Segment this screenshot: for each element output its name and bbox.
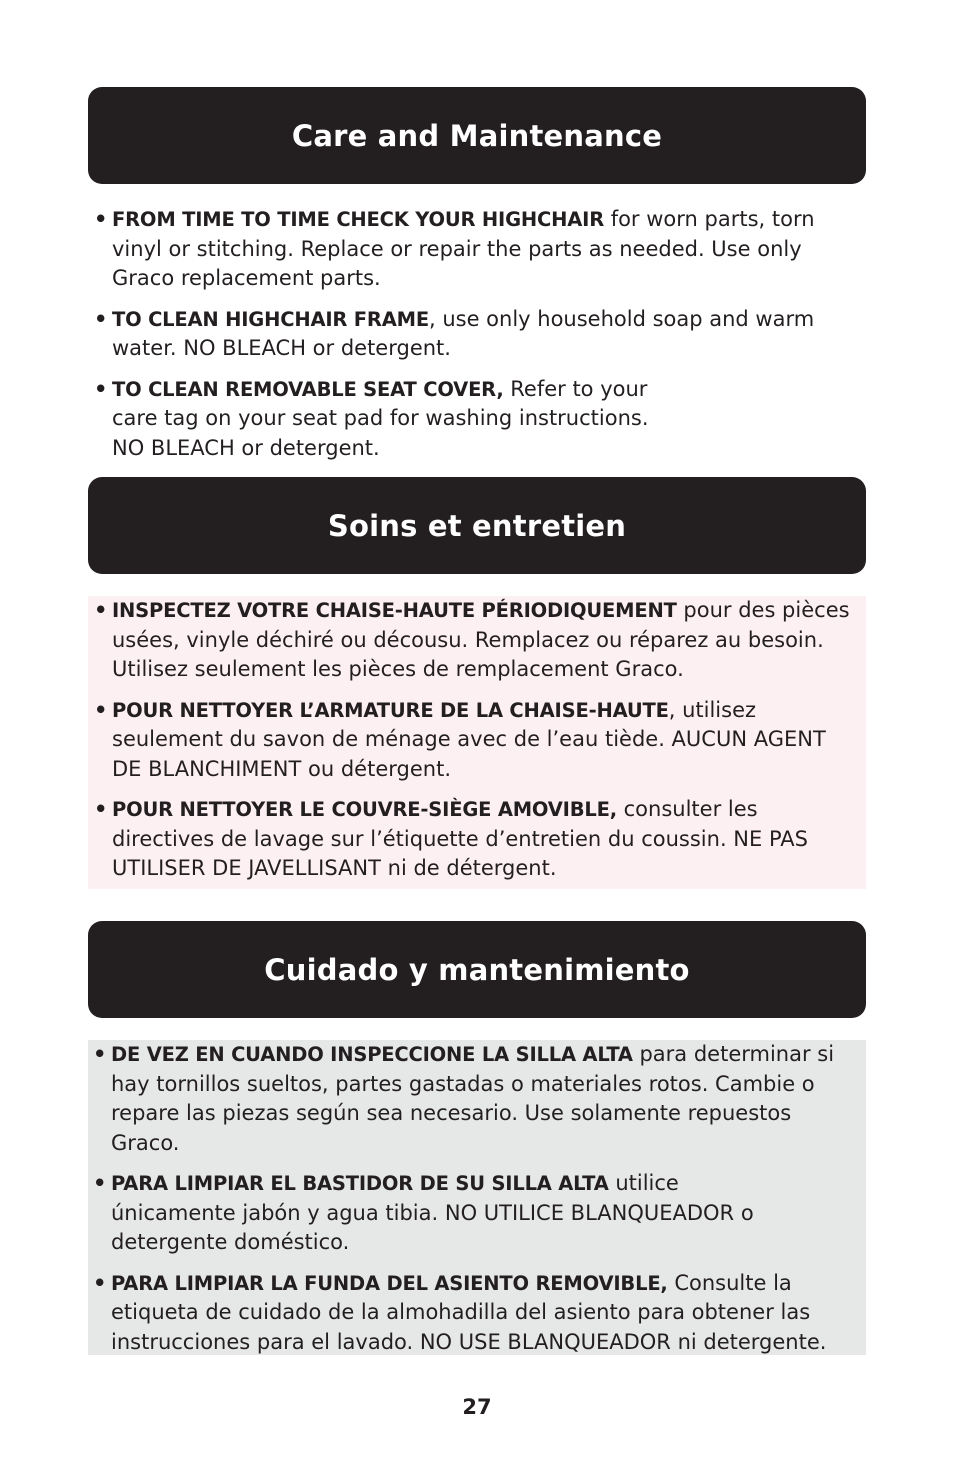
section-heading: Care and Maintenance (291, 118, 663, 153)
item-lead: PARA LIMPIAR LA FUNDA DEL ASIENTO REMOVIBLE, (111, 1271, 668, 1295)
bullet: • (94, 797, 108, 821)
soins-entretien-header (88, 477, 866, 574)
bullet: • (94, 306, 108, 331)
item-text: pour des pièces usées, vinyle déchiré ou décousu. Remplacez ou réparez au besoin. Utilisez seulement les pièces de remplacement Graco. (112, 598, 850, 681)
item-lead: POUR NETTOYER L’ARMATURE DE LA CHAISE-HAUTE (112, 698, 669, 722)
section-heading: Cuidado y mantenimiento (264, 952, 690, 987)
list-item (91, 205, 846, 294)
item-text: para determinar si hay tornillos sueltos, partes gastadas o materiales rotos. Cambie o repare las piezas según sea necesario. Use solamente repuestos Graco. (111, 1042, 835, 1155)
cuidado-mantenimiento-section (88, 1040, 866, 1355)
item-lead: POUR NETTOYER LE COUVRE-SIÈGE AMOVIBLE, (112, 798, 617, 821)
list-item (90, 1169, 856, 1258)
item-lead: TO CLEAN REMOVABLE SEAT COVER, (112, 377, 504, 401)
list-item (91, 305, 846, 364)
bullet: • (94, 376, 108, 401)
section-heading: Soins et entretien (327, 508, 627, 543)
bullet: • (94, 598, 108, 622)
soins-entretien-section (88, 596, 866, 889)
page-number: 27 (462, 1395, 492, 1419)
item-text: utilice únicamente jabón y agua tibia. NO UTILICE BLANQUEADOR o detergente doméstico. (111, 1171, 754, 1254)
list-item (91, 696, 854, 785)
list-item (91, 375, 846, 464)
item-text: Refer to your care tag on your seat pad for washing instructions. NO BLEACH or detergent. (112, 376, 649, 460)
list-item (90, 1269, 856, 1358)
item-text: , use only household soap and warm water. NO BLEACH or detergent. (112, 306, 815, 360)
item-lead: PARA LIMPIAR EL BASTIDOR DE SU SILLA ALTA (111, 1172, 609, 1195)
item-lead: FROM TIME TO TIME CHECK YOUR HIGHCHAIR (112, 208, 605, 231)
bullet: • (93, 1270, 107, 1295)
list-item (91, 596, 854, 685)
bullet: • (94, 207, 108, 231)
item-text: for worn parts, torn vinyl or stitching. Replace or repair the parts as needed. Use only Graco replacement parts. (112, 207, 815, 290)
care-maintenance-header (88, 87, 866, 184)
bullet: • (94, 697, 108, 722)
item-lead: INSPECTEZ VOTRE CHAISE-HAUTE PÉRIODIQUEMENT (112, 599, 677, 622)
list-item (90, 1040, 856, 1158)
list-item (91, 795, 854, 884)
cuidado-mantenimiento-header (88, 921, 866, 1018)
item-lead: TO CLEAN HIGHCHAIR FRAME (112, 307, 429, 331)
item-text: consulter les directives de lavage sur l’étiquette d’entretien du coussin. NE PAS UTILISER DE JAVELLISANT ni de détergent. (112, 797, 808, 880)
item-lead: DE VEZ EN CUANDO INSPECCIONE LA SILLA ALTA (111, 1043, 633, 1066)
item-text: , utilisez seulement du savon de ménage avec de l’eau tiède. AUCUN AGENT DE BLANCHIMENT ou détergent. (112, 697, 826, 781)
bullet: • (93, 1171, 107, 1195)
care-maintenance-section (88, 205, 866, 463)
item-text: Consulte la etiqueta de cuidado de la almohadilla del asiento para obtener las instrucciones para el lavado. NO USE BLANQUEADOR ni detergente. (111, 1270, 827, 1354)
bullet: • (93, 1042, 107, 1066)
